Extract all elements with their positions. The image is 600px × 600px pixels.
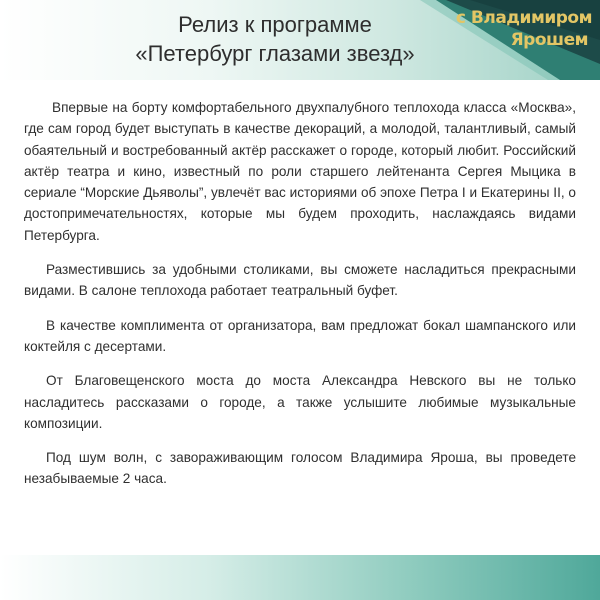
release-text <box>24 97 576 503</box>
page-title <box>100 10 450 68</box>
header-banner <box>0 0 600 80</box>
footer-band <box>0 555 600 600</box>
paragraph-3: В качестве комплимента от организатора, вам предложат бокал шампанского или коктейля с десертами. <box>24 317 576 354</box>
paragraph-5: Под шум волн, с завораживающим голосом Владимира Яроша, вы проведете незабываемые 2 часа. <box>24 450 576 487</box>
paragraph-2: Разместившись за удобными столиками, вы сможете насладиться прекрасными видами. В салоне теплохода работает театральный буфет. <box>24 262 576 299</box>
paragraph-4: От Благовещенского моста до моста Александра Невского вы не только насладитесь рассказами о городе, а также услышите любимые музыкальные композиции. <box>24 373 576 431</box>
title-line-1: Релиз к программе <box>178 12 372 37</box>
paragraph-1: Впервые на борту комфортабельного двухпалубного теплохода класса «Москва», где сам город будет выступать в качестве декораций, а молодой, талантливый, самый обаятельный и востребованный актёр расскажет о городе, который любит. Российский актёр театра и кино, известный по роли старшего лейтенанта Сергея Мыцика в сериале “Морские Дьяволы”, увлечёт вас историями об эпохе Петра I и Екатерины II, о достопримечательностях, которые мы будем проходить, наслаждаясь видами Петербурга. <box>24 100 576 243</box>
badge-line-2: Ярошем <box>510 30 588 50</box>
title-line-2: «Петербург глазами звезд» <box>135 41 415 66</box>
badge-line-1: с Владимиром <box>455 8 592 28</box>
host-badge <box>456 7 592 51</box>
